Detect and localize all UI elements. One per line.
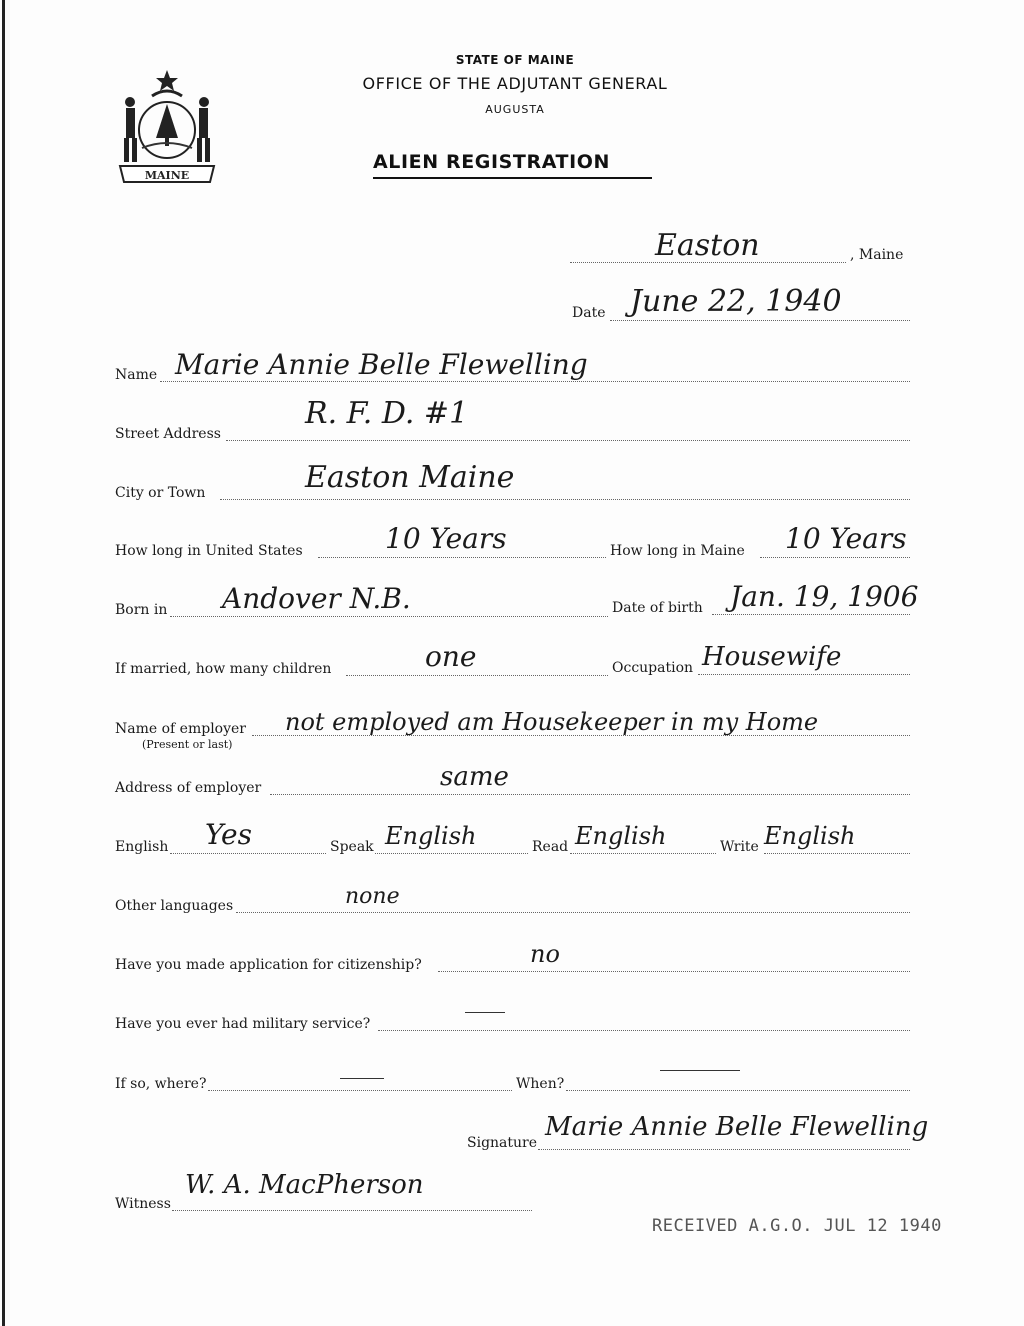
name-label: Name — [115, 367, 158, 383]
emp-addr-value: same — [440, 762, 509, 792]
city-heading: AUGUSTA — [485, 103, 545, 116]
maine-label: How long in Maine — [610, 543, 745, 559]
emp-addr-label: Address of employer — [115, 780, 262, 796]
date-value: June 22, 1940 — [630, 284, 842, 319]
born-line — [170, 616, 608, 617]
maine-value: 10 Years — [785, 522, 907, 555]
dob-value: Jan. 19, 1906 — [730, 580, 919, 613]
seal-banner-text: MAINE — [144, 169, 190, 182]
town-suffix: , Maine — [850, 247, 904, 263]
citizenship-value: no — [530, 940, 560, 968]
children-line — [346, 675, 608, 676]
maine-line — [760, 557, 910, 558]
occupation-label: Occupation — [612, 660, 694, 676]
date-label: Date — [572, 305, 606, 321]
born-value: Andover N.B. — [222, 582, 411, 615]
employer-sublabel: (Present or last) — [142, 738, 233, 751]
when-dash-mark — [660, 1070, 740, 1071]
when-label: When? — [516, 1076, 565, 1092]
write-value: English — [764, 822, 856, 850]
when-line — [566, 1090, 910, 1091]
city-line — [220, 499, 910, 500]
where-label: If so, where? — [115, 1076, 207, 1092]
employer-label: Name of employer — [115, 721, 246, 737]
english-label: English — [115, 839, 169, 855]
children-label: If married, how many children — [115, 661, 332, 677]
received-stamp: RECEIVED A.G.O. JUL 12 1940 — [652, 1216, 942, 1236]
date-line — [610, 320, 910, 321]
dob-line — [712, 614, 910, 615]
english-line — [170, 853, 326, 854]
form-title: ALIEN REGISTRATION — [373, 151, 611, 173]
occupation-value: Housewife — [702, 642, 842, 672]
military-dash-mark — [465, 1012, 505, 1013]
read-value: English — [575, 822, 667, 850]
dob-label: Date of birth — [612, 600, 703, 616]
write-line — [764, 853, 910, 854]
signature-line — [538, 1149, 910, 1150]
name-value: Marie Annie Belle Flewelling — [175, 348, 588, 381]
occupation-line — [698, 674, 910, 675]
witness-line — [172, 1210, 532, 1211]
children-value: one — [425, 640, 477, 673]
other-lang-line — [236, 912, 910, 913]
witness-label: Witness — [115, 1196, 171, 1212]
town-value: Easton — [655, 228, 760, 263]
state-seal-icon — [112, 68, 222, 186]
us-value: 10 Years — [385, 522, 507, 555]
where-dash-mark — [340, 1078, 384, 1079]
street-value: R. F. D. #1 — [305, 396, 469, 431]
street-line — [226, 440, 910, 441]
street-label: Street Address — [115, 426, 221, 442]
title-underline — [373, 177, 652, 179]
witness-value: W. A. MacPherson — [185, 1170, 424, 1200]
us-line — [318, 557, 606, 558]
employer-value: not employed am Housekeeper in my Home — [285, 708, 819, 736]
speak-line — [375, 853, 528, 854]
citizenship-line — [438, 971, 910, 972]
military-label: Have you ever had military service? — [115, 1016, 371, 1032]
city-value: Easton Maine — [305, 460, 515, 495]
signature-value: Marie Annie Belle Flewelling — [545, 1112, 929, 1142]
where-line — [208, 1090, 512, 1091]
english-value: Yes — [205, 818, 252, 851]
read-label: Read — [532, 839, 569, 855]
read-line — [570, 853, 716, 854]
citizenship-label: Have you made application for citizenship? — [115, 957, 422, 973]
born-label: Born in — [115, 602, 168, 618]
speak-value: English — [385, 822, 477, 850]
us-label: How long in United States — [115, 543, 303, 559]
speak-label: Speak — [330, 839, 374, 855]
city-label: City or Town — [115, 485, 206, 501]
other-lang-label: Other languages — [115, 898, 234, 914]
emp-addr-line — [270, 794, 910, 795]
office-heading: OFFICE OF THE ADJUTANT GENERAL — [362, 74, 668, 93]
name-line — [160, 381, 910, 382]
page-edge — [2, 0, 5, 1326]
signature-label: Signature — [467, 1135, 538, 1151]
other-lang-value: none — [345, 884, 400, 909]
military-line — [378, 1030, 910, 1031]
state-heading: STATE OF MAINE — [455, 53, 575, 67]
write-label: Write — [720, 839, 759, 855]
